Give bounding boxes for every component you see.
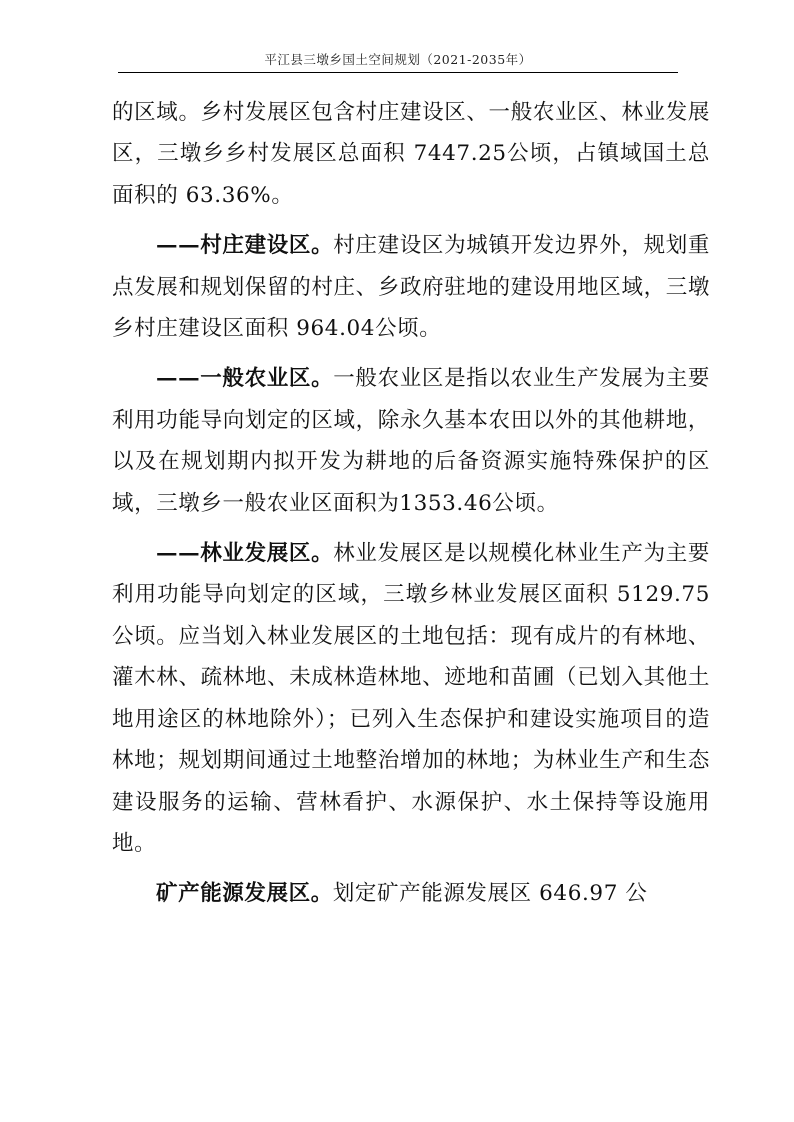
paragraph-text: 的区域。乡村发展区包含村庄建设区、一般农业区、林业发展区，三墩乡乡村发展区总面积 7447.25公顷，占镇域国土总面积的 63.36%。 (112, 100, 710, 208)
paragraph-general-agriculture (112, 358, 710, 524)
paragraph-rural-development (112, 92, 710, 216)
header-divider (118, 72, 678, 73)
paragraph-lead: ——一般农业区。 (156, 366, 334, 392)
page-header: 平江县三墩乡国土空间规划（2021-2035年） (264, 52, 532, 67)
paragraph-lead: 矿产能源发展区。 (156, 881, 333, 907)
paragraph-forestry-development (112, 533, 710, 864)
document-body (112, 92, 710, 924)
paragraph-text: 划定矿产能源发展区 646.97 公 (332, 881, 648, 907)
paragraph-text: 一般农业区是指以农业生产发展为主要利用功能导向划定的区域，除永久基本农田以外的其他耕地，以及在规划期内拟开发为耕地的后备资源实施特殊保护的区域，三墩乡一般农业区面积为1353.46公顷。 (112, 366, 710, 516)
paragraph-mineral-energy (112, 873, 710, 914)
paragraph-village-construction (112, 225, 710, 349)
paragraph-lead: ——林业发展区。 (156, 541, 334, 567)
paragraph-text: 林业发展区是以规模化林业生产为主要利用功能导向划定的区域，三墩乡林业发展区面积 5129.75 公顷。应当划入林业发展区的土地包括：现有成片的有林地、灌木林、疏林地、未成林造林地、迹地和苗圃（已划入其他土地用途区的林地除外）；已列入生态保护和建设实施项目的造林地；规划期间通过土地整治增加的林地；为林业生产和生态建设服务的运输、营林看护、水源保护、水土保持等设施用地。 (112, 541, 710, 856)
paragraph-lead: ——村庄建设区。 (156, 233, 334, 259)
paragraph-text: 村庄建设区为城镇开发边界外，规划重点发展和规划保留的村庄、乡政府驻地的建设用地区域，三墩乡村庄建设区面积 964.04公顷。 (112, 233, 710, 342)
